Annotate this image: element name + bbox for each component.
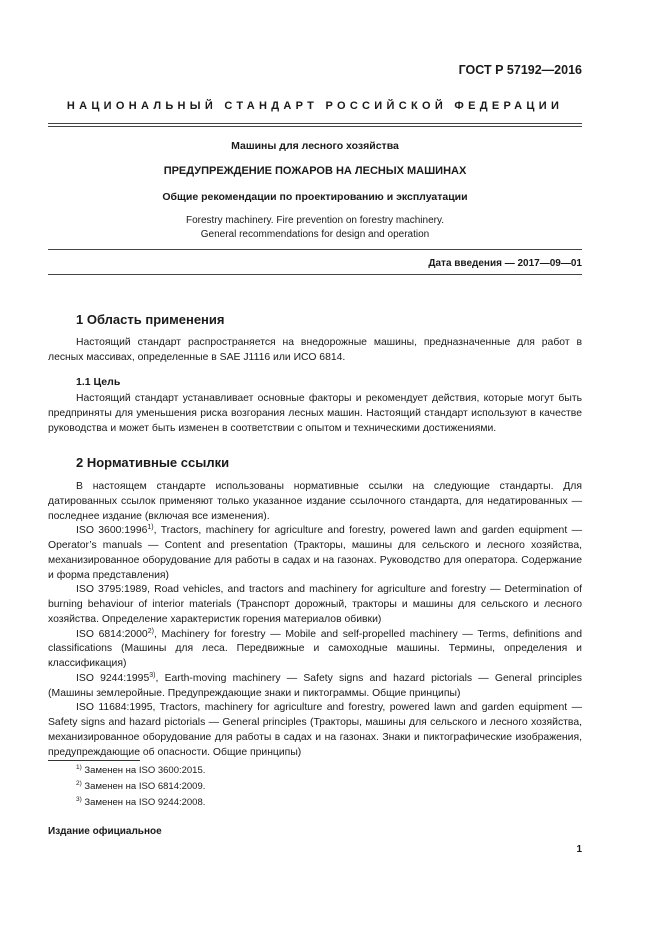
gost-number: ГОСТ Р 57192—2016 <box>458 63 582 77</box>
introduction-date: Дата введения — 2017—09—01 <box>428 258 582 269</box>
header-rule-top <box>48 123 582 124</box>
reference-item: ISO 3795:1989, Road vehicles, and tractors and machinery for agriculture and forestry — Determination of burning behaviour of interior materials (Транспорт дорожный, тракторы и машины для сельского и лесного хозяйства. Определение характеристик горения материалов обивки) <box>48 584 582 625</box>
reference-item: ISO 9244:1995$^{3)}$, Earth-moving machinery — Safety signs and hazard pictorials — General principles (Машины землеройные. Предупреждающие знаки и пиктограммы. Общие принципы) <box>48 671 583 699</box>
footnote-1: $^{1)}$ Заменен на ISO 3600:2015. <box>76 764 206 776</box>
reference-item: ISO 6814:2000$^{2)}$, Machinery for forestry — Mobile and self-propelled machinery — Terms, definitions and classifications (Машины для леса. Передвижные и самоходные машины. Термины, определения и классификация) <box>48 627 583 670</box>
page-number: 1 <box>576 844 582 855</box>
english-title-line-1: Forestry machinery. Fire prevention on forestry machinery. <box>185 215 445 226</box>
footnote-2: $^{2)}$ Заменен на ISO 6814:2009. <box>76 780 206 792</box>
section-2-intro: В настоящем стандарте использованы нормативные ссылки на следующие стандарты. Для датированных ссылок применяют только указанное издание ссылочного стандарта, для недатированных — последнее издание (включая все изменения). <box>48 481 582 522</box>
national-standard-banner: НАЦИОНАЛЬНЫЙ СТАНДАРТ РОССИЙСКОЙ ФЕДЕРАЦИИ <box>66 100 564 112</box>
title-line-1: Машины для лесного хозяйства <box>231 140 399 152</box>
footnote-separator <box>48 760 140 761</box>
header-rule-bottom <box>48 126 582 127</box>
reference-item: ISO 11684:1995, Tractors, machinery for agriculture and forestry, powered lawn and garden equipment — Safety signs and hazard pictorials — General principles (Тракторы, машины для сельского и лесного хозяйства, механизированное оборудование для работы в садах и на газонах. Знаки и пиктографические изображения, предупреждающие об опасности. Общие принципы) <box>48 702 582 758</box>
edition-label: Издание официальное <box>48 826 162 837</box>
title-rule <box>48 249 582 250</box>
section-1-1-paragraph: Настоящий стандарт устанавливает основные факторы и рекомендует действия, которые могут быть предприняты для уменьшения риска возгорания лесных машин. Настоящий стандарт используют в качестве руководства и может быть изменен в соответствии с опытом и техническими достижениями. <box>48 393 582 434</box>
section-1-1-heading: 1.1 Цель <box>76 376 121 388</box>
section-2-body <box>48 480 582 761</box>
section-2-heading: 2 Нормативные ссылки <box>76 455 230 470</box>
english-title <box>48 214 582 241</box>
section-1-heading: 1 Область применения <box>76 312 225 327</box>
footnote-3: $^{3)}$ Заменен на ISO 9244:2008. <box>76 796 206 808</box>
date-rule <box>48 274 582 275</box>
english-title-line-2: General recommendations for design and operation <box>200 228 430 240</box>
title-line-2: ПРЕДУПРЕЖДЕНИЕ ПОЖАРОВ НА ЛЕСНЫХ МАШИНАХ <box>163 165 467 177</box>
section-1-paragraph: Настоящий стандарт распространяется на внедорожные машины, предназначенные для работ в лесных массивах, определенные в SAE J1116 или ИСО 6814. <box>48 337 582 363</box>
title-line-3: Общие рекомендации по проектированию и эксплуатации <box>162 191 468 203</box>
reference-item: ISO 3600:1996$^{1)}$, Tractors, machinery for agriculture and forestry, powered lawn and garden equipment — Operator’s manuals — Content and presentation (Тракторы, машины для сельского и лесного хозяйства, механизированное оборудование для работы в садах и на газонах. Руководство для оператора. Содержание и форма представления) <box>48 524 582 581</box>
